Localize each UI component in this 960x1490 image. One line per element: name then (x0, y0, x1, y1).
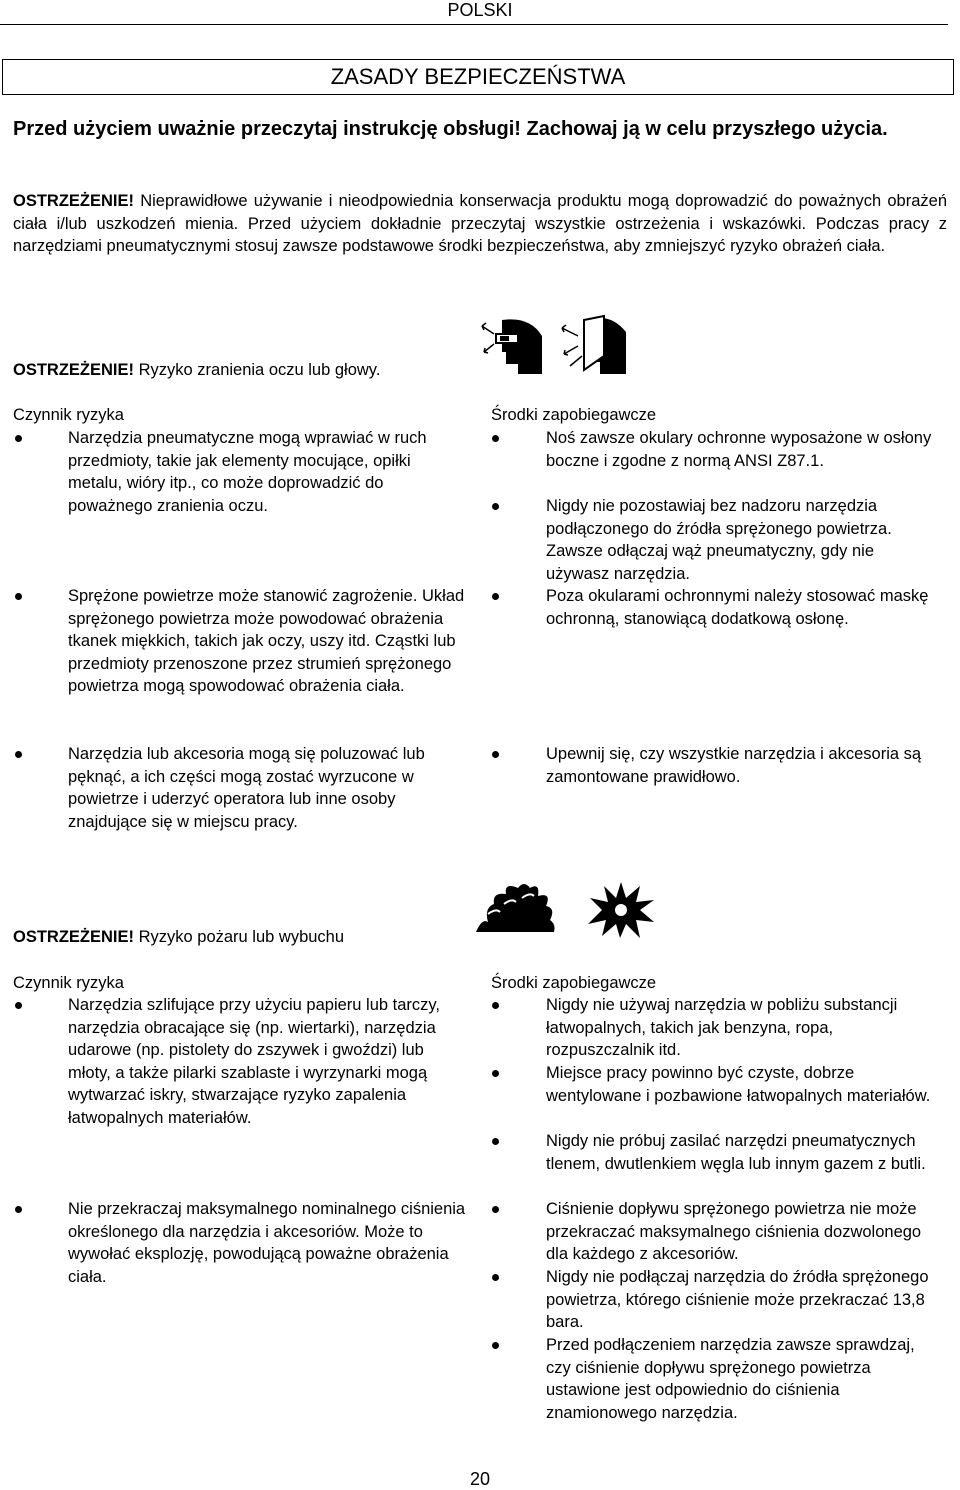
prevention-item: Ciśnienie dopływu sprężonego powietrza nie może przekraczać maksymalnego ciśnienia dozwolonego dla każdego z akcesoriów. (546, 1200, 922, 1263)
risk-column-header: Czynnik ryzyka (13, 406, 124, 424)
explosion-icon (586, 880, 656, 940)
bullet-icon (15, 751, 22, 758)
intro-text: Przed użyciem uważnie przeczytaj instrukcję obsługi! Zachowaj ją w celu przyszłego użycia. (13, 118, 888, 140)
warning-label: OSTRZEŻENIE! (13, 361, 135, 379)
warning-text: Ryzyko pożaru lub wybuchu (134, 928, 345, 946)
warning-text: Nieprawidłowe używanie i nieodpowiednia konserwacja produktu mogą doprowadzić do poważnych obrażeń ciała i/lub uszkodzeń mienia. Przed użyciem dokładnie przeczytaj wszystkie ostrzeżenia i wskazówki. Podczas pracy z narzędziami pneumatycznymi stosuj zawsze podstawowe środki bezpieczeństwa, aby zmniejszyć ryzyko obrażeń ciała. (13, 192, 947, 255)
risk-item: Narzędzia lub akcesoria mogą się poluzować lub pęknąć, a ich części mogą zostać wyrzucone w powietrze i uderzyć operatora lub inne osoby znajdujące się w miejscu pracy. (68, 745, 425, 831)
prevention-item: Nigdy nie podłączaj narzędzia do źródła sprężonego powietrza, którego ciśnienie może przekraczać 13,8 bara. (546, 1268, 929, 1331)
bullet-icon (492, 1274, 499, 1281)
bullet-icon (492, 435, 499, 442)
safety-glasses-icon (480, 316, 546, 376)
bullet-icon (492, 503, 499, 510)
risk-item: Sprężone powietrze może stanowić zagrożenie. Układ sprężonego powietrza może powodować obrażenia tkanek miękkich, takich jak oczy, uszy itd. Cząstki lub przedmioty przenoszone przez strumień sprężonego powietrza mogą spowodować obrażenia ciała. (68, 587, 465, 695)
prevention-item: Poza okularami ochronnymi należy stosować maskę ochronną, stanowiącą dodatkową osłonę. (546, 587, 929, 628)
general-warning (13, 190, 947, 258)
page-title: ZASADY BEZPIECZEŃSTWA (2, 59, 954, 95)
bullet-icon (492, 1002, 499, 1009)
bullet-icon (492, 1070, 499, 1077)
bullet-icon (15, 1206, 22, 1213)
eye-warning (13, 359, 380, 381)
bullet-icon (492, 1138, 499, 1145)
bullet-icon (492, 1342, 499, 1349)
risk-item: Narzędzia pneumatyczne mogą wprawiać w ruch przedmioty, takie jak elementy mocujące, opiłki metalu, wióry itp., co może doprowadzić do poważnego zranienia oczu. (68, 429, 427, 515)
prevention-item: Nigdy nie używaj narzędzia w pobliżu substancji łatwopalnych, takich jak benzyna, ropa, rozpuszczalnik itd. (546, 996, 898, 1059)
risk-item: Narzędzia szlifujące przy użyciu papieru lub tarczy, narzędzia obracające się (np. wiertarki), narzędzia udarowe (np. pistolety do zszywek i gwoździ) lub młoty, a także pilarki szablaste i wyrzynarki mogą wytwarzać iskry, stwarzające ryzyko zapalenia łatwopalnych materiałów. (68, 996, 441, 1127)
bullet-icon (492, 1206, 499, 1213)
risk-item: Nie przekraczaj maksymalnego nominalnego ciśnienia określonego dla narzędzia i akcesoriów. Może to wywołać eksplozję, powodującą poważne obrażenia ciała. (68, 1200, 466, 1286)
page-number: 20 (469, 1469, 491, 1489)
header-language: POLSKI (447, 0, 513, 20)
fire-warning (13, 926, 344, 948)
warning-label: OSTRZEŻENIE! (13, 192, 135, 210)
fire-icon (474, 878, 556, 934)
prevention-item: Miejsce pracy powinno być czyste, dobrze wentylowane i pozbawione łatwopalnych materiałów. (546, 1064, 931, 1105)
bullet-icon (15, 435, 22, 442)
bullet-icon (492, 751, 499, 758)
prevention-item: Nigdy nie pozostawiaj bez nadzoru narzędzia podłączonego do źródła sprężonego powietrza. Zawsze odłączaj wąż pneumatyczny, gdy nie używasz narzędzia. (546, 497, 892, 583)
prevention-item: Upewnij się, czy wszystkie narzędzia i akcesoria są zamontowane prawidłowo. (546, 745, 922, 786)
face-shield-icon (560, 312, 630, 378)
bullet-icon (15, 593, 22, 600)
prevention-item: Przed podłączeniem narzędzia zawsze sprawdzaj, czy ciśnienie dopływu sprężonego powietrza ustawione jest odpowiednio do ciśnienia znamionowego narzędzia. (546, 1336, 915, 1422)
bullet-icon (492, 593, 499, 600)
header-divider (0, 24, 948, 25)
prevention-item: Nigdy nie próbuj zasilać narzędzi pneumatycznych tlenem, dwutlenkiem węgla lub innym gazem z butli. (546, 1132, 926, 1173)
prevention-item: Noś zawsze okulary ochronne wyposażone w osłony boczne i zgodne z normą ANSI Z87.1. (546, 429, 932, 470)
risk-column-header: Czynnik ryzyka (13, 974, 124, 992)
warning-text: Ryzyko zranienia oczu lub głowy. (134, 361, 381, 379)
prevention-column-header: Środki zapobiegawcze (491, 974, 657, 992)
bullet-icon (15, 1002, 22, 1009)
prevention-column-header: Środki zapobiegawcze (491, 406, 657, 424)
warning-label: OSTRZEŻENIE! (13, 928, 135, 946)
